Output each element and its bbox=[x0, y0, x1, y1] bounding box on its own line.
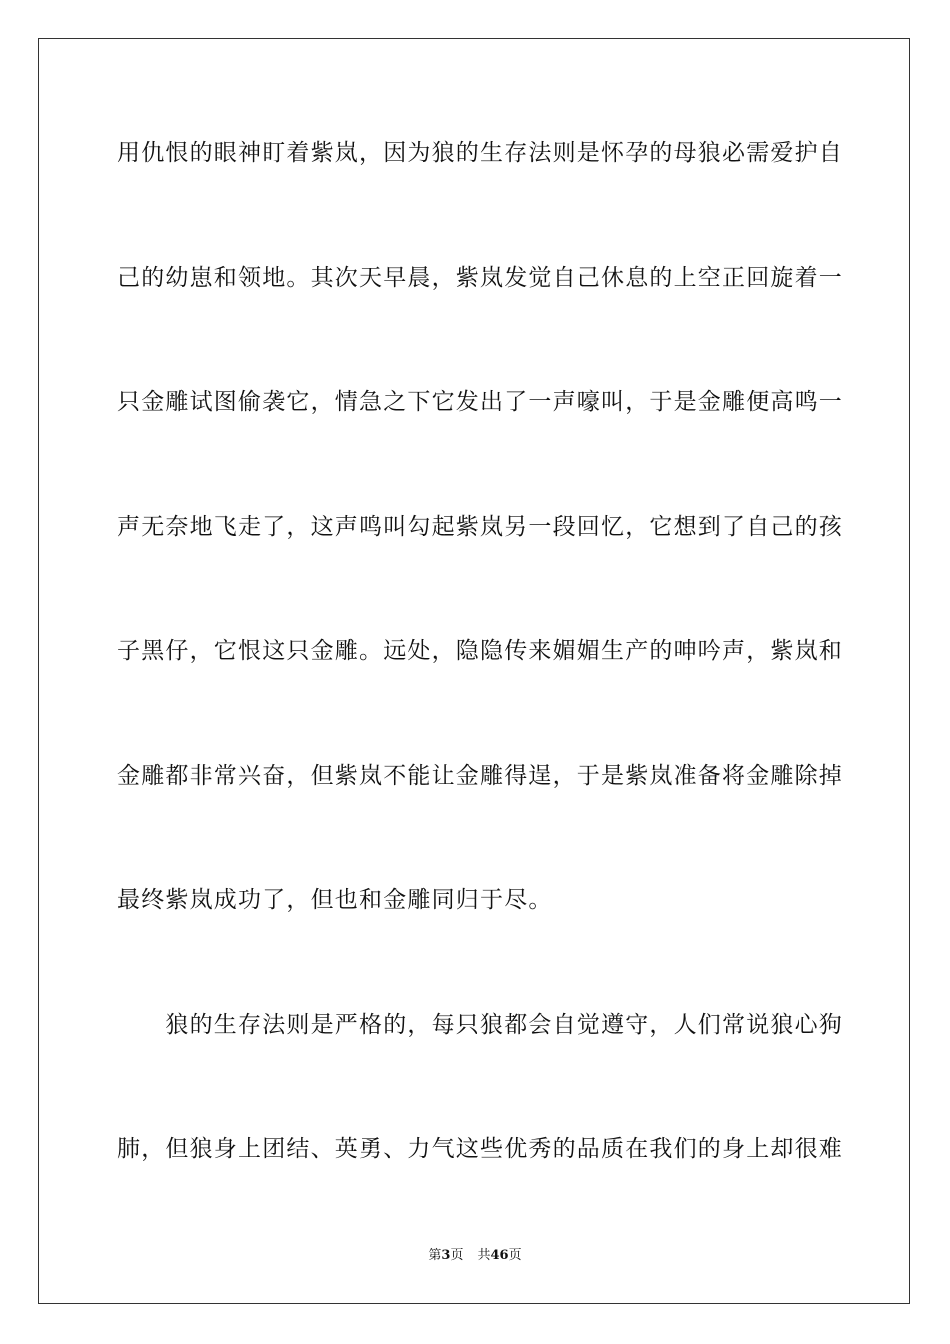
text-line-7: 最终紫岚成功了，但也和金雕同归于尽。 bbox=[117, 887, 553, 913]
text-line-6: 金雕都非常兴奋，但紫岚不能让金雕得逞，于是紫岚准备将金雕除掉 bbox=[117, 763, 843, 789]
current-page-number: 3 bbox=[441, 1248, 451, 1263]
page-label-prefix: 第 bbox=[428, 1248, 442, 1263]
page-footer bbox=[0, 1247, 950, 1265]
text-line-5: 子黑仔，它恨这只金雕。远处，隐隐传来媚媚生产的呻吟声，紫岚和 bbox=[117, 638, 843, 664]
text-line-2: 己的幼崽和领地。其次天早晨，紫岚发觉自己休息的上空正回旋着一 bbox=[117, 265, 843, 291]
text-line-8: 狼的生存法则是严格的，每只狼都会自觉遵守，人们常说狼心狗 bbox=[117, 1012, 843, 1038]
text-line-3: 只金雕试图偷袭它，情急之下它发出了一声嚎叫，于是金雕便高鸣一 bbox=[117, 389, 843, 415]
total-label-prefix: 共 bbox=[477, 1248, 491, 1263]
total-page-count: 46 bbox=[490, 1248, 509, 1263]
text-line-4: 声无奈地飞走了，这声鸣叫勾起紫岚另一段回忆，它想到了自己的孩 bbox=[117, 514, 843, 540]
text-line-9: 肺，但狼身上团结、英勇、力气这些优秀的品质在我们的身上却很难 bbox=[117, 1136, 843, 1162]
page-border bbox=[38, 38, 910, 1304]
page-label-suffix: 页 bbox=[450, 1248, 464, 1263]
text-line-1: 用仇恨的眼神盯着紫岚，因为狼的生存法则是怀孕的母狼必需爱护自 bbox=[117, 140, 843, 166]
total-label-suffix: 页 bbox=[508, 1248, 522, 1263]
